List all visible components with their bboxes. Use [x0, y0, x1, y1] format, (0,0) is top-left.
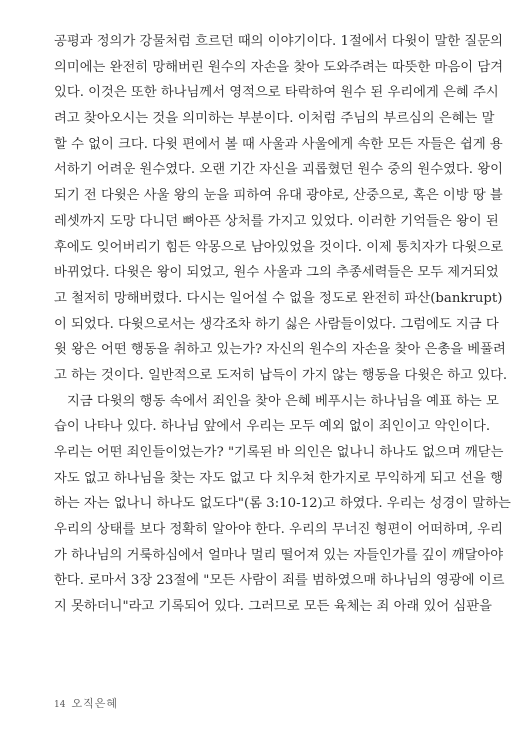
- text-line: 가 하나님의 거룩하심에서 얼마나 멀리 떨어져 있는 자들인가를 깊이 깨달아야: [54, 547, 504, 563]
- text-line: 레셋까지 도망 다니던 뼈아픈 상처를 가지고 있었다. 이러한 기억들은 왕이 된: [54, 213, 499, 229]
- text-line: 지 못하더니"라고 기록되어 있다. 그러므로 모든 육체는 죄 아래 있어 심판을: [54, 599, 492, 615]
- text-line: 우리는 어떤 죄인들이었는가? "기록된 바 의인은 없나니 하나도 없으며 깨닫는: [54, 445, 504, 460]
- text-line: 서하기 어려운 원수였다. 오랜 기간 자신을 괴롭혔던 원수 중의 원수였다. 왕이: [54, 162, 503, 178]
- text-line: 고 철저히 망해버렸다. 다시는 일어설 수 없을 정도로 완전히 파산(bankrupt): [54, 290, 503, 306]
- running-title: 오직은혜: [71, 697, 118, 710]
- text-line: 할 수 없이 크다. 다윗 편에서 볼 때 사울과 사울에게 속한 모든 자들은 쉽게 용: [54, 136, 503, 152]
- text-line: 있다. 이것은 또한 하나님께서 영적으로 타락하여 원수 된 우리에게 은혜 주시: [54, 85, 499, 101]
- text-line: 윗 왕은 어떤 행동을 취하고 있는가? 자신의 원수의 자손을 찾아 은총을 베풀려: [54, 342, 506, 358]
- text-line: 습이 나타나 있다. 하나님 앞에서 우리는 모두 예외 없이 죄인이고 악인이다.: [54, 419, 491, 435]
- page-footer: [54, 695, 118, 711]
- text-line: 되기 전 다윗은 사울 왕의 눈을 피하여 유대 광야로, 산중으로, 혹은 이방 땅 블: [54, 188, 503, 204]
- text-line: 하는 자는 없나니 하나도 없도다"(롬 3:10-12)고 하였다. 우리는 성경이 말하는: [54, 496, 511, 512]
- text-line: 우리의 상태를 보다 정확히 알아야 한다. 우리의 무너진 형편이 어떠하며, 우리: [54, 522, 503, 538]
- text-line: 지금 다윗의 행동 속에서 죄인을 찾아 은혜 베푸시는 하나님을 예표 하는 모: [67, 393, 499, 409]
- text-line: 한다. 로마서 3장 23절에 "모든 사람이 죄를 범하였으매 하나님의 영광에 이르: [54, 573, 505, 589]
- text-line: 자도 없고 하나님을 찾는 자도 없고 다 치우쳐 한가지로 무익하게 되고 선을 행: [54, 470, 503, 486]
- text-line: 후에도 잊어버리기 힘든 악몽으로 남아있었을 것이다. 이제 통치자가 다윗으로: [54, 239, 504, 255]
- text-line: 의미에는 완전히 망해버린 원수의 자손을 찾아 도와주려는 따뜻한 마음이 담겨: [54, 59, 504, 75]
- page-number: 14: [54, 700, 66, 710]
- text-line: 이 되었다. 다윗으로서는 생각조차 하기 싫은 사람들이었다. 그럼에도 지금 다: [54, 316, 499, 332]
- text-line: 고 하는 것이다. 일반적으로 도저히 납득이 가지 않는 행동을 다윗은 하고 있다.: [54, 367, 508, 383]
- paragraph: [54, 29, 508, 389]
- text-line: 바뀌었다. 다윗은 왕이 되었고, 원수 사울과 그의 추종세력들은 모두 제거되었: [54, 265, 499, 281]
- text-line: 려고 찾아오시는 것을 의미하는 부분이다. 이처럼 주님의 부르심의 은혜는 말: [54, 111, 495, 127]
- text-line: 공평과 정의가 강물처럼 흐르던 때의 이야기이다. 1절에서 다윗이 말한 질문의: [54, 34, 503, 49]
- paragraph: [54, 389, 511, 620]
- page-body: [54, 29, 511, 620]
